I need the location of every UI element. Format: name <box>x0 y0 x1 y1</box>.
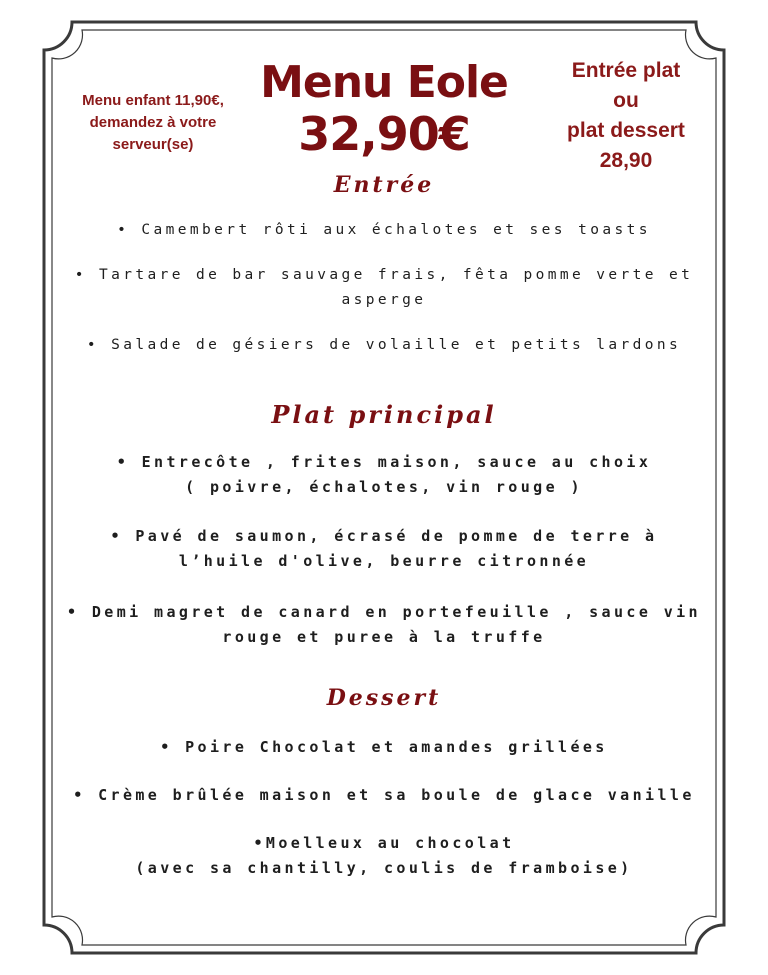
kids-menu-note <box>58 90 248 156</box>
menu-item-line: • Crème brûlée maison et sa boule de glace vanille <box>73 786 695 804</box>
section-title-entree: Entrée <box>333 172 435 198</box>
kids-note-line: demandez à votre <box>89 114 217 131</box>
kids-note-line: Menu enfant 11,90€, <box>82 92 224 109</box>
menu-item <box>60 450 708 500</box>
menu-item-line: rouge et puree à la truffe <box>222 628 546 646</box>
menu-item-line: • Poire Chocolat et amandes grillées <box>160 738 608 756</box>
formula-line: ou <box>613 89 639 112</box>
menu-item <box>60 831 708 881</box>
formula-line: Entrée plat <box>571 59 681 82</box>
menu-item <box>60 735 708 760</box>
menu-item <box>60 783 708 808</box>
menu-item-line: asperge <box>341 292 427 308</box>
menu-item-line: • Salade de gésiers de volaille et petits lardons <box>86 337 682 353</box>
formula-line: 28,90 <box>599 149 653 172</box>
menu-title-block <box>234 58 534 160</box>
section-title-dessert: Dessert <box>326 685 442 711</box>
menu-item <box>60 524 708 574</box>
menu-price: 32,90€ <box>298 107 470 161</box>
menu-name: Menu Eole <box>260 57 508 108</box>
menu-item-line: • Tartare de bar sauvage frais, fêta pomme verte et <box>74 267 694 283</box>
menu-item-line: • Entrecôte , frites maison, sauce au choix <box>116 453 652 471</box>
section-title-plat: Plat principal <box>271 400 497 429</box>
menu-item <box>60 218 708 243</box>
menu-item-line: • Camembert rôti aux échalotes et ses toasts <box>117 222 651 238</box>
formula-line: plat dessert <box>567 119 685 142</box>
menu-item <box>60 333 708 358</box>
menu-item-line: • Demi magret de canard en portefeuille , sauce vin <box>67 603 701 621</box>
formula-note <box>540 56 712 176</box>
menu-item-line: ( poivre, échalotes, vin rouge ) <box>185 478 583 496</box>
menu-item <box>60 263 708 313</box>
menu-item-line: •Moelleux au chocolat <box>253 834 515 852</box>
kids-note-line: serveur(se) <box>112 136 194 153</box>
menu-item-line: l’huile d'olive, beurre citronnée <box>178 552 590 570</box>
menu-item-line: (avec sa chantilly, coulis de framboise) <box>135 859 633 877</box>
menu-item <box>52 600 716 650</box>
menu-item-line: • Pavé de saumon, écrasé de pomme de terre à <box>110 527 658 545</box>
